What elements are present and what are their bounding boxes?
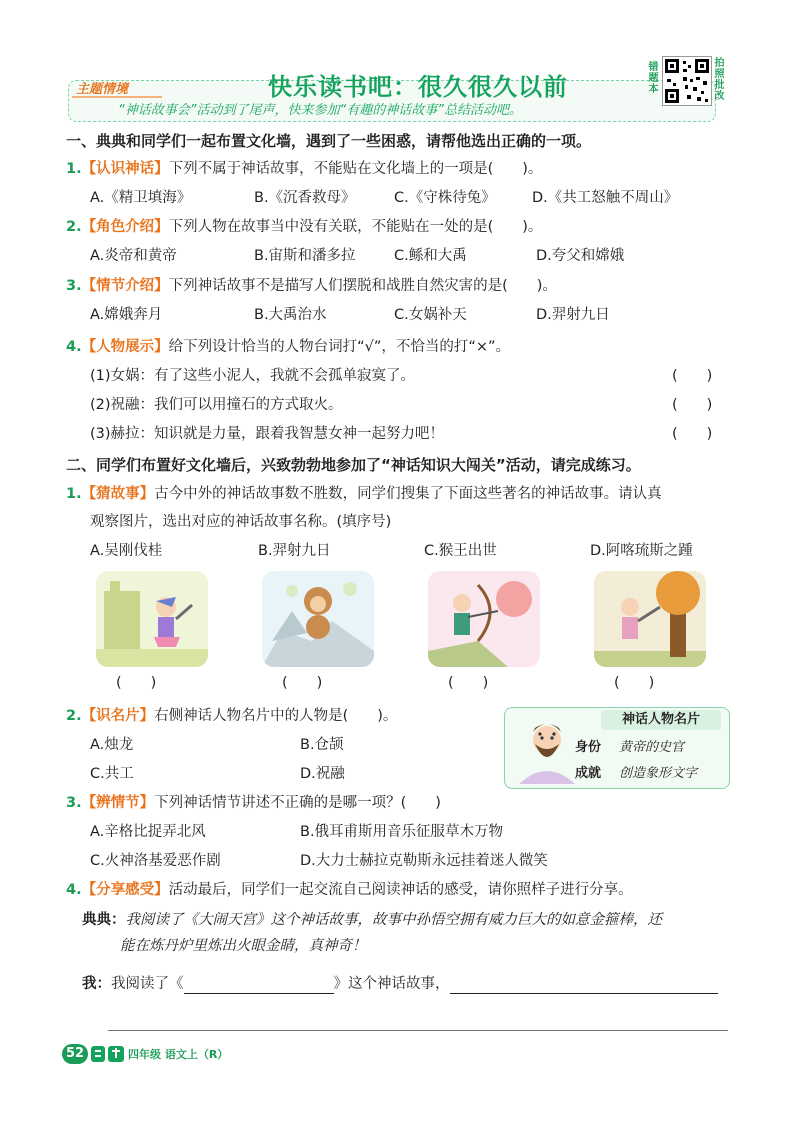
question-tag: 【辨情节】 bbox=[81, 795, 155, 811]
s2-q3 bbox=[66, 793, 441, 813]
question-text: 右侧神话人物名片中的人物是( )。 bbox=[154, 708, 398, 724]
card-identity-value: 黄帝的史官 bbox=[619, 740, 685, 755]
s2-q2-opt-a[interactable]: A.烛龙 bbox=[90, 737, 134, 753]
question-text: 下列神话情节讲述不正确的是哪一项？( ) bbox=[154, 795, 441, 811]
section1-heading: 一、典典和同学们一起布置文化墙，遇到了一些困惑，请帮他选出正确的一项。 bbox=[66, 132, 592, 150]
s2-q3-opt-b[interactable]: B.俄耳甫斯用音乐征服草木万物 bbox=[300, 824, 504, 840]
page-title: 快乐读书吧：很久很久以前 bbox=[268, 73, 568, 101]
s2-q1-opt-b: B.羿射九日 bbox=[258, 543, 331, 559]
question-text: 下列神话故事不是描写人们摆脱和战胜自然灾害的是( )。 bbox=[168, 278, 557, 294]
question-number: 2. bbox=[66, 219, 82, 235]
s2-q2-opt-d[interactable]: D.祝融 bbox=[300, 766, 345, 782]
question-text: 给下列设计恰当的人物台词打“√”，不恰当的打“×”。 bbox=[168, 339, 511, 355]
s1-q2 bbox=[66, 217, 542, 237]
s2-q1-opt-d: D.阿喀琉斯之踵 bbox=[590, 543, 693, 559]
question-number: 4. bbox=[66, 882, 82, 898]
me-text-1: 我阅读了《 bbox=[111, 976, 184, 992]
s2-q4 bbox=[66, 880, 633, 900]
question-tag: 【分享感受】 bbox=[81, 882, 169, 898]
question-tag: 【情节介绍】 bbox=[81, 278, 169, 294]
s1-q1-opt-b[interactable]: B.《沉香救母》 bbox=[254, 190, 356, 206]
s1-q3-opt-d[interactable]: D.羿射九日 bbox=[536, 307, 610, 323]
s1-q2-opt-d[interactable]: D.夸父和嫦娥 bbox=[536, 248, 625, 264]
s1-q2-opt-a[interactable]: A.炎帝和黄帝 bbox=[90, 248, 177, 264]
page-number: 52 bbox=[62, 1044, 88, 1064]
s2-q2-opt-b[interactable]: B.仓颉 bbox=[300, 737, 344, 753]
answer-blank[interactable]: ( ) bbox=[672, 368, 713, 384]
s2-q2 bbox=[66, 706, 397, 726]
brand-logo bbox=[90, 1043, 126, 1069]
intro-text: “神话故事会”活动到了尾声，快来参加“有趣的神话故事”总结活动吧。 bbox=[118, 103, 522, 118]
s2-q1-opt-a: A.吴刚伐桂 bbox=[90, 543, 163, 559]
s1-q4-item-1: (1)女娲：有了这些小泥人，我就不会孤单寂寞了。 bbox=[90, 368, 416, 384]
question-text: 古今中外的神话故事数不胜数，同学们搜集了下面这些著名的神话故事。请认真 bbox=[154, 486, 662, 502]
question-number: 2. bbox=[66, 708, 82, 724]
question-number: 1. bbox=[66, 486, 82, 502]
s1-q3-opt-c[interactable]: C.女娲补天 bbox=[394, 307, 467, 323]
answer-blank[interactable]: ( ) bbox=[282, 675, 323, 691]
answer-blank[interactable]: ( ) bbox=[116, 675, 157, 691]
s2-q1 bbox=[66, 484, 662, 504]
question-tag: 【识名片】 bbox=[81, 708, 155, 724]
me-text-2: 》这个神话故事， bbox=[333, 976, 450, 992]
s2-q1-opt-c: C.猴王出世 bbox=[424, 543, 497, 559]
woodcutter-picture bbox=[594, 571, 706, 667]
s1-q3 bbox=[66, 276, 557, 296]
s2-q2-opt-c[interactable]: C.共工 bbox=[90, 766, 134, 782]
question-tag: 【猜故事】 bbox=[81, 486, 155, 502]
answer-blank[interactable]: ( ) bbox=[614, 675, 655, 691]
grade-label: 四年级 语文上（R） bbox=[128, 1048, 229, 1061]
s1-q4-item-3: (3)赫拉：知识就是力量，跟着我智慧女神一起努力吧！ bbox=[90, 426, 445, 442]
s1-q4-item-2: (2)祝融：我们可以用撞石的方式取火。 bbox=[90, 397, 343, 413]
photo-correct-label: 拍照批改 bbox=[714, 58, 725, 102]
brand-logo-icon bbox=[90, 1043, 126, 1065]
s1-q1 bbox=[66, 159, 542, 179]
question-text: 下列不属于神话故事，不能贴在文化墙上的一项是( )。 bbox=[168, 161, 543, 177]
theme-tag: 主题情境 bbox=[76, 82, 129, 97]
question-tag: 【认识神话】 bbox=[81, 161, 169, 177]
answer-line[interactable] bbox=[108, 1030, 728, 1031]
wrong-book-label: 错题本 bbox=[648, 62, 659, 95]
s1-q3-opt-b[interactable]: B.大禹治水 bbox=[254, 307, 327, 323]
section2-heading: 二、同学们布置好文化墙后，兴致勃勃地参加了“神话知识大闯关”活动，请完成练习。 bbox=[66, 456, 641, 474]
card-achievement-value: 创造象形文字 bbox=[619, 766, 698, 781]
s2-q3-opt-c[interactable]: C.火神洛基爱恶作剧 bbox=[90, 853, 221, 869]
question-text: 活动最后，同学们一起交流自己阅读神话的感受，请你照样子进行分享。 bbox=[168, 882, 633, 898]
archer-picture bbox=[428, 571, 540, 667]
s1-q2-opt-c[interactable]: C.鲧和大禹 bbox=[394, 248, 467, 264]
warrior-heel-picture bbox=[96, 571, 208, 667]
me-label: 我： bbox=[82, 976, 111, 992]
qr-code[interactable] bbox=[662, 56, 712, 106]
example-label: 典典： bbox=[82, 912, 126, 928]
question-text: 下列人物在故事当中没有关联，不能贴在一处的是( )。 bbox=[168, 219, 543, 235]
question-tag: 【角色介绍】 bbox=[81, 219, 169, 235]
question-tag: 【人物展示】 bbox=[81, 339, 169, 355]
qr-code-icon bbox=[663, 57, 711, 105]
question-number: 1. bbox=[66, 161, 82, 177]
card-identity-key: 身份 bbox=[575, 740, 602, 755]
s1-q4 bbox=[66, 337, 510, 357]
card-title: 神话人物名片 bbox=[601, 710, 721, 730]
feeling-blank[interactable] bbox=[450, 977, 718, 994]
s2-q1-text2: 观察图片，选出对应的神话故事名称。(填序号) bbox=[90, 514, 392, 530]
s1-q1-opt-d[interactable]: D.《共工怒触不周山》 bbox=[532, 190, 679, 206]
monkey-king-picture bbox=[262, 571, 374, 667]
s1-q1-opt-c[interactable]: C.《守株待兔》 bbox=[394, 190, 496, 206]
cangjie-portrait-icon bbox=[509, 714, 585, 784]
answer-blank[interactable]: ( ) bbox=[672, 426, 713, 442]
answer-blank[interactable]: ( ) bbox=[672, 397, 713, 413]
s1-q2-opt-b[interactable]: B.宙斯和潘多拉 bbox=[254, 248, 356, 264]
s1-q1-opt-a[interactable]: A.《精卫填海》 bbox=[90, 190, 192, 206]
card-achievement-key: 成就 bbox=[575, 766, 602, 781]
example-line-1 bbox=[82, 910, 662, 930]
s2-q3-opt-d[interactable]: D.大力士赫拉克勒斯永远挂着迷人微笑 bbox=[300, 853, 548, 869]
question-number: 4. bbox=[66, 339, 82, 355]
s2-q3-opt-a[interactable]: A.辛格比捉弄北风 bbox=[90, 824, 206, 840]
example-line-2: 能在炼丹炉里炼出火眼金睛，真神奇！ bbox=[120, 938, 367, 954]
s1-q3-opt-a[interactable]: A.嫦娥奔月 bbox=[90, 307, 163, 323]
my-answer-line bbox=[82, 974, 718, 994]
character-card bbox=[504, 707, 730, 789]
answer-blank[interactable]: ( ) bbox=[448, 675, 489, 691]
book-title-blank[interactable] bbox=[184, 977, 334, 994]
question-number: 3. bbox=[66, 795, 82, 811]
example-text: 我阅读了《大闹天宫》这个神话故事，故事中孙悟空拥有威力巨大的如意金箍棒，还 bbox=[125, 912, 662, 928]
question-number: 3. bbox=[66, 278, 82, 294]
